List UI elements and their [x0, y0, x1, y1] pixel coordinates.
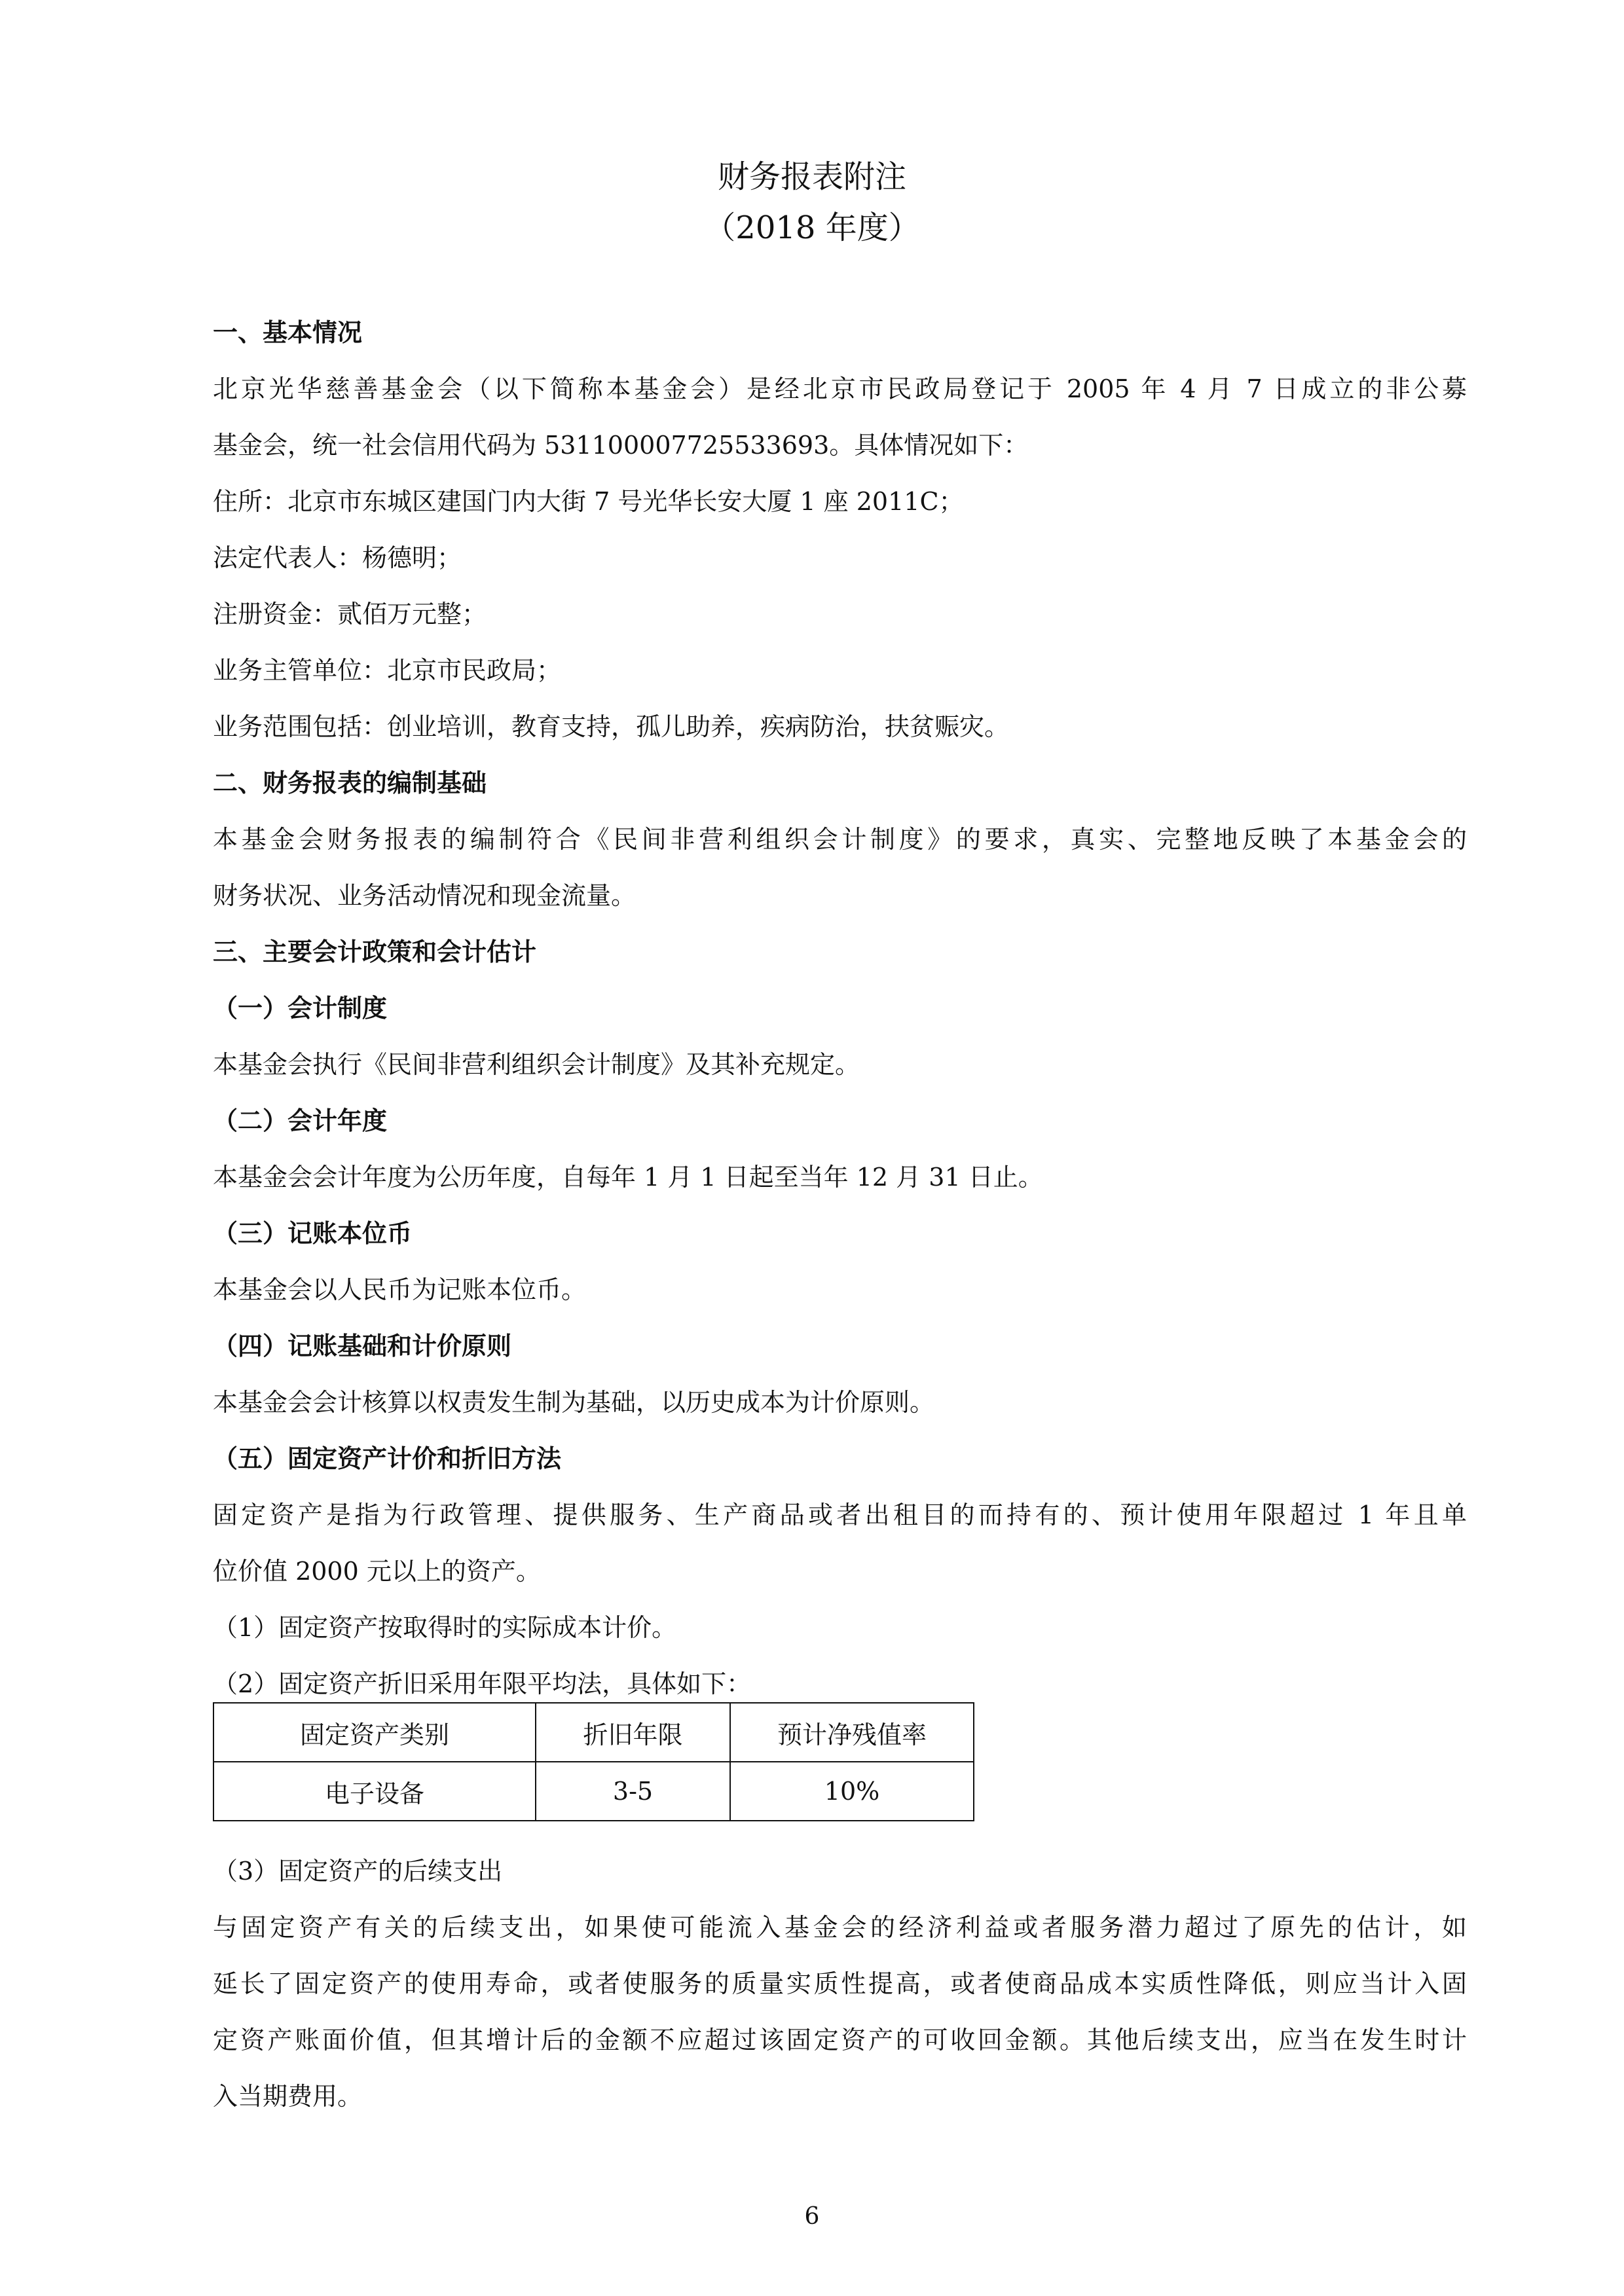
section-heading-basic-info: 一、基本情况: [213, 318, 363, 347]
paragraph-line: 本基金会执行《民间非营利组织会计制度》及其补充规定。: [213, 1050, 860, 1079]
paragraph-line: 基金会，统一社会信用代码为 531100007725533693。具体情况如下：: [213, 431, 1029, 460]
legal-representative-line: 法定代表人：杨德明；: [213, 543, 462, 572]
paragraph-line: 本基金会会计年度为公历年度，自每年 1 月 1 日起至当年 12 月 31 日止。: [213, 1163, 1043, 1192]
paragraph-line: 北京光华慈善基金会（以下简称本基金会）是经北京市民政局登记于 2005 年 4 月 7 日成立的非公募: [213, 374, 1467, 403]
supervisor-line: 业务主管单位：北京市民政局；: [213, 656, 562, 685]
subsection-heading-accounting-basis: （四）记账基础和计价原则: [213, 1331, 512, 1360]
paragraph-line: 入当期费用。: [213, 2082, 363, 2111]
list-item: （2）固定资产折旧采用年限平均法，具体如下：: [213, 1669, 752, 1698]
paragraph-line: 财务状况、业务活动情况和现金流量。: [213, 881, 637, 910]
paragraph-line: 位价值 2000 元以上的资产。: [213, 1557, 541, 1586]
table-row: [213, 1762, 974, 1821]
paragraph-line: 延长了固定资产的使用寿命，或者使服务的质量实质性提高，或者使商品成本实质性降低，则应当计入固: [213, 1969, 1467, 1998]
table-cell: 10%: [730, 1762, 974, 1821]
registered-capital-line: 注册资金：贰佰万元整；: [213, 600, 487, 629]
table-header-row: [213, 1703, 974, 1762]
paragraph-line: 本基金会财务报表的编制符合《民间非营利组织会计制度》的要求，真实、完整地反映了本基金会的: [213, 825, 1467, 854]
address-line: 住所：北京市东城区建国门内大街 7 号光华长安大厦 1 座 2011C；: [213, 487, 964, 516]
table-header-cell: 固定资产类别: [213, 1703, 536, 1762]
section-heading-accounting-policies: 三、主要会计政策和会计估计: [213, 937, 537, 966]
list-item: （1）固定资产按取得时的实际成本计价。: [213, 1613, 677, 1642]
page-number: 6: [804, 2203, 820, 2230]
list-item: （3）固定资产的后续支出: [213, 1857, 503, 1886]
document-title: 财务报表附注: [717, 158, 906, 195]
paragraph-line: 与固定资产有关的后续支出，如果使可能流入基金会的经济利益或者服务潜力超过了原先的估计，如: [213, 1913, 1467, 1942]
table-header-cell: 折旧年限: [536, 1703, 730, 1762]
paragraph-line: 本基金会以人民币为记账本位币。: [213, 1275, 587, 1304]
section-heading-preparation-basis: 二、财务报表的编制基础: [213, 768, 487, 797]
subsection-heading-currency: （三）记账本位币: [213, 1218, 413, 1248]
paragraph-line: 定资产账面价值，但其增计后的金额不应超过该固定资产的可收回金额。其他后续支出，应当在发生时计: [213, 2026, 1467, 2054]
subsection-heading-fixed-assets: （五）固定资产计价和折旧方法: [213, 1444, 562, 1473]
paragraph-line: 固定资产是指为行政管理、提供服务、生产商品或者出租目的而持有的、预计使用年限超过 1 年且单: [213, 1501, 1467, 1529]
business-scope-line: 业务范围包括：创业培训，教育支持，孤儿助养，疾病防治，扶贫赈灾。: [213, 712, 1010, 741]
subsection-heading-accounting-system: （一）会计制度: [213, 993, 388, 1023]
document-body: [213, 304, 1467, 1712]
document-body-continued: [213, 1843, 1467, 2124]
table-cell: 3-5: [536, 1762, 730, 1821]
paragraph-line: 本基金会会计核算以权责发生制为基础，以历史成本为计价原则。: [213, 1388, 935, 1417]
depreciation-table: [213, 1702, 974, 1821]
table-header-cell: 预计净残值率: [730, 1703, 974, 1762]
subsection-heading-fiscal-year: （二）会计年度: [213, 1106, 388, 1135]
table-cell: 电子设备: [213, 1762, 536, 1821]
document-subtitle: （2018 年度）: [704, 210, 920, 246]
